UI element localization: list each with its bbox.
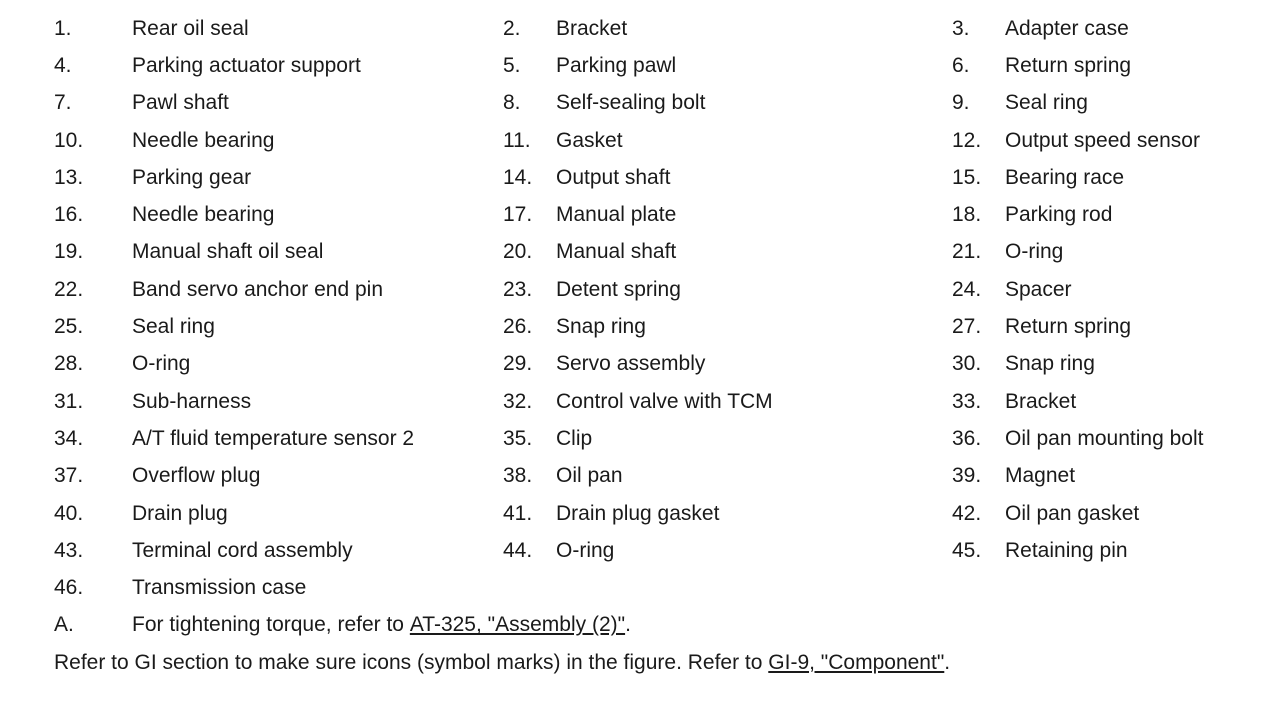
legend-item-label: A/T fluid temperature sensor 2 — [132, 426, 415, 450]
legend-item-label: Parking rod — [1005, 203, 1113, 227]
legend-item-label: Parking gear — [132, 165, 252, 189]
legend-item — [952, 91, 1252, 115]
legend-item-number: 23. — [503, 277, 533, 301]
legend-item — [54, 166, 503, 190]
legend-item-number: 39. — [952, 464, 982, 488]
legend-item — [503, 427, 952, 451]
footer-suffix: . — [944, 650, 951, 674]
legend-item — [54, 203, 503, 227]
legend-item-number: 6. — [952, 53, 970, 77]
legend-item-label: Manual shaft — [556, 240, 677, 264]
legend-item-label: Drain plug — [132, 501, 228, 525]
legend-item-number: 3. — [952, 16, 970, 40]
legend-item — [503, 464, 952, 488]
legend-item-number: 19. — [54, 240, 84, 264]
legend-item-number: 21. — [952, 240, 982, 264]
legend-item-number: 10. — [54, 128, 84, 152]
legend-item-number: 15. — [952, 165, 982, 189]
legend-item-label: Control valve with TCM — [556, 389, 773, 413]
legend-item-number: 8. — [503, 91, 521, 115]
legend-item-label: Retaining pin — [1005, 538, 1128, 562]
legend-item — [54, 539, 503, 563]
note-a-suffix: . — [625, 613, 631, 637]
legend-row — [54, 569, 1254, 606]
legend-item — [54, 576, 503, 600]
legend-item-label: O-ring — [556, 538, 615, 562]
legend-item-label: Terminal cord assembly — [132, 538, 353, 562]
legend-item-number: 32. — [503, 389, 533, 413]
legend-item-number: 40. — [54, 501, 84, 525]
legend-item — [503, 352, 952, 376]
legend-item-label: Seal ring — [1005, 91, 1088, 115]
footer-link[interactable]: GI-9, "Component" — [768, 650, 945, 674]
legend-item — [503, 54, 952, 78]
note-a-text: For tightening torque, refer to — [132, 613, 410, 637]
legend-row — [54, 159, 1254, 196]
legend-item-label: Bracket — [1005, 389, 1077, 413]
legend-item — [503, 129, 952, 153]
legend-row — [54, 308, 1254, 345]
legend-item-label: Snap ring — [1005, 352, 1095, 376]
legend-item-label: Oil pan mounting bolt — [1005, 426, 1204, 450]
legend-item — [503, 17, 952, 41]
legend-rows — [54, 10, 1254, 607]
legend-item-label: Manual shaft oil seal — [132, 240, 324, 264]
legend-item-number: 2. — [503, 16, 521, 40]
legend-item — [54, 240, 503, 264]
legend-item — [952, 464, 1252, 488]
legend-item-number: 42. — [952, 501, 982, 525]
legend-item — [503, 315, 952, 339]
legend-row — [54, 234, 1254, 271]
legend-item-label: Band servo anchor end pin — [132, 277, 384, 301]
legend-item-number: 12. — [952, 128, 982, 152]
legend-item-number: 27. — [952, 315, 982, 339]
legend-item — [54, 315, 503, 339]
legend-row — [54, 420, 1254, 457]
legend-item — [503, 390, 952, 414]
legend-row — [54, 383, 1254, 420]
legend-item — [952, 54, 1252, 78]
note-a-label: A. — [54, 613, 74, 637]
legend-item-number: 18. — [952, 203, 982, 227]
legend-item-label: Gasket — [556, 128, 623, 152]
legend-item-number: 46. — [54, 576, 84, 600]
legend-item-label: Bearing race — [1005, 165, 1125, 189]
legend-item — [503, 240, 952, 264]
legend-item-number: 37. — [54, 464, 84, 488]
legend-item-number: 38. — [503, 464, 533, 488]
legend-item — [952, 539, 1252, 563]
legend-item — [952, 240, 1252, 264]
legend-item — [952, 427, 1252, 451]
legend-item — [503, 278, 952, 302]
legend-item-label: O-ring — [132, 352, 191, 376]
legend-item — [503, 166, 952, 190]
legend-item-number: 5. — [503, 53, 521, 77]
legend-item — [54, 390, 503, 414]
legend-item-label: Needle bearing — [132, 203, 275, 227]
legend-item-label: Seal ring — [132, 315, 215, 339]
legend-item-number: 22. — [54, 277, 84, 301]
legend-item — [54, 54, 503, 78]
legend-item — [952, 390, 1252, 414]
legend-item — [54, 352, 503, 376]
legend-item-label: Parking pawl — [556, 53, 677, 77]
footer-note — [54, 644, 1254, 681]
legend-row — [54, 85, 1254, 122]
legend-row — [54, 346, 1254, 383]
legend-row — [54, 458, 1254, 495]
legend-item-number: 4. — [54, 53, 72, 77]
legend-item — [952, 352, 1252, 376]
legend-item-label: Sub-harness — [132, 389, 252, 413]
legend-item-number: 20. — [503, 240, 533, 264]
legend-item-label: Drain plug gasket — [556, 501, 720, 525]
legend-item-label: Transmission case — [132, 576, 307, 600]
legend-item-number: 25. — [54, 315, 84, 339]
legend-item-label: Return spring — [1005, 315, 1132, 339]
legend-item-number: 13. — [54, 165, 84, 189]
legend-item-label: Magnet — [1005, 464, 1076, 488]
legend-item-label: Overflow plug — [132, 464, 261, 488]
legend-item — [503, 502, 952, 526]
legend-item — [54, 91, 503, 115]
legend-item-label: Oil pan gasket — [1005, 501, 1140, 525]
legend-item-label: Adapter case — [1005, 16, 1129, 40]
legend-item-number: 24. — [952, 277, 982, 301]
legend-row — [54, 196, 1254, 233]
legend-item-number: 43. — [54, 538, 84, 562]
legend-item-label: Bracket — [556, 16, 628, 40]
legend-item-label: O-ring — [1005, 240, 1064, 264]
legend-item — [952, 17, 1252, 41]
legend-item-number: 9. — [952, 91, 970, 115]
legend-item-label: Needle bearing — [132, 128, 275, 152]
legend-row — [54, 47, 1254, 84]
legend-item-label: Spacer — [1005, 277, 1072, 301]
legend-item-number: 36. — [952, 426, 982, 450]
legend-item-label: Pawl shaft — [132, 91, 229, 115]
legend-item — [54, 502, 503, 526]
parts-legend — [54, 10, 1254, 681]
legend-item-number: 29. — [503, 352, 533, 376]
legend-item-label: Detent spring — [556, 277, 681, 301]
legend-item-label: Manual plate — [556, 203, 677, 227]
legend-item-label: Servo assembly — [556, 352, 706, 376]
legend-item-number: 11. — [503, 128, 531, 152]
legend-item-number: 16. — [54, 203, 84, 227]
legend-item-number: 44. — [503, 538, 533, 562]
legend-item — [503, 91, 952, 115]
legend-item-number: 31. — [54, 389, 84, 413]
legend-item-label: Oil pan — [556, 464, 623, 488]
legend-item — [503, 539, 952, 563]
legend-item-label: Snap ring — [556, 315, 646, 339]
legend-item — [503, 203, 952, 227]
legend-item-number: 17. — [503, 203, 533, 227]
legend-row — [54, 10, 1254, 47]
legend-item-label: Rear oil seal — [132, 16, 249, 40]
legend-row — [54, 271, 1254, 308]
legend-item — [952, 502, 1252, 526]
legend-item-number: 26. — [503, 315, 533, 339]
legend-item — [952, 203, 1252, 227]
legend-item-label: Parking actuator support — [132, 53, 361, 77]
note-a — [54, 607, 1254, 644]
legend-row — [54, 532, 1254, 569]
legend-item — [54, 129, 503, 153]
note-a-link[interactable]: AT-325, "Assembly (2)" — [409, 613, 626, 637]
legend-item-label: Output speed sensor — [1005, 128, 1200, 152]
legend-item-number: 1. — [54, 16, 72, 40]
legend-item — [54, 427, 503, 451]
legend-item-label: Self-sealing bolt — [556, 91, 706, 115]
legend-item-number: 28. — [54, 352, 84, 376]
legend-item-number: 45. — [952, 538, 982, 562]
legend-item-number: 33. — [952, 389, 982, 413]
legend-item — [54, 17, 503, 41]
legend-row — [54, 495, 1254, 532]
legend-item-number: 7. — [54, 91, 72, 115]
legend-item — [54, 278, 503, 302]
legend-item-number: 41. — [503, 501, 533, 525]
legend-item-number: 14. — [503, 165, 533, 189]
legend-item — [54, 464, 503, 488]
legend-item — [952, 315, 1252, 339]
legend-item-number: 35. — [503, 426, 533, 450]
footer-text: Refer to GI section to make sure icons (symbol marks) in the figure. Refer to — [54, 650, 769, 674]
legend-item — [952, 129, 1252, 153]
legend-item-number: 34. — [54, 426, 84, 450]
legend-item — [952, 278, 1252, 302]
legend-item-label: Output shaft — [556, 165, 671, 189]
legend-item-label: Clip — [556, 426, 593, 450]
legend-item — [952, 166, 1252, 190]
legend-item-label: Return spring — [1005, 53, 1132, 77]
legend-row — [54, 122, 1254, 159]
legend-item-number: 30. — [952, 352, 982, 376]
